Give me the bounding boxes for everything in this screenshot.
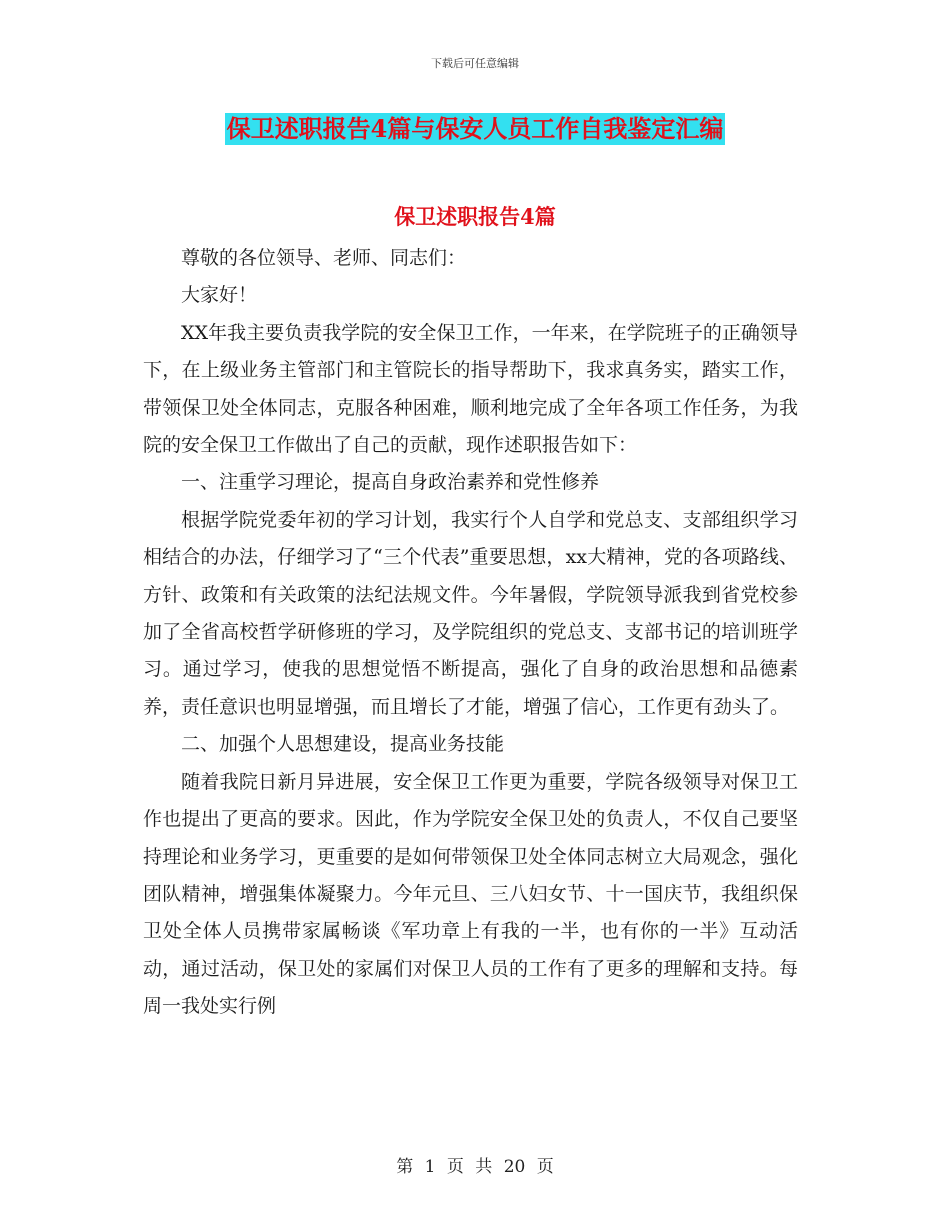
section-title: 保卫述职报告4篇 [394,204,556,229]
document-main-title-row [0,113,950,145]
document-body [143,222,798,1026]
page-footer: 第 1 页 共 20 页 [396,1157,554,1177]
body-paragraph-1: 根据学院党委年初的学习计划，我实行个人自学和党总支、支部组织学习相结合的办法，仔细学习了“三个代表”重要思想，xx大精神，党的各项路线、方针、政策和有关政策的法纪法规文件。今年暑假，学院领导派我到省党校参加了全省高校哲学研修班的学习，及学院组织的党总支、支部书记的培训班学习。通过学习，使我的思想觉悟不断提高，强化了自身的政治思想和品德素养，责任意识也明显增强，而且增长了才能，增强了信心，工作更有劲头了。 [143,508,798,718]
salutation: 尊敬的各位领导、老师、同志们： [181,247,467,269]
section-heading-1: 一、注重学习理论，提高自身政治素养和党性修养 [181,471,600,494]
intro-paragraph: XX年我主要负责我学院的安全保卫工作，一年来，在学院班子的正确领导下，在上级业务主管部门和主管院长的指导帮助下，我求真务实，踏实工作，带领保卫处全体同志，克服各种困难，顺利地完成了全年各项工作任务，为我院的安全保卫工作做出了自己的贡献，现作述职报告如下： [143,321,798,457]
body-paragraph-2: 随着我院日新月异进展，安全保卫工作更为重要，学院各级领导对保卫工作也提出了更高的要求。因此，作为学院安全保卫处的负责人，不仅自己要坚持理论和业务学习，更重要的是如何带领保卫处全体同志树立大局观念，强化团队精神，增强集体凝聚力。今年元旦、三八妇女节、十一国庆节，我组织保卫处全体人员携带家属畅谈《军功章上有我的一半，也有你的一半》互动活动，通过活动，保卫处的家属们对保卫人员的工作有了更多的理解和支持。每周一我处实行例 [143,770,798,1018]
page-header-note: 下载后可任意编辑 [431,57,519,70]
section-heading-2: 二、加强个人思想建设，提高业务技能 [181,733,505,756]
greeting: 大家好！ [181,284,258,307]
document-main-title: 保卫述职报告4篇与保安人员工作自我鉴定汇编 [226,114,724,143]
